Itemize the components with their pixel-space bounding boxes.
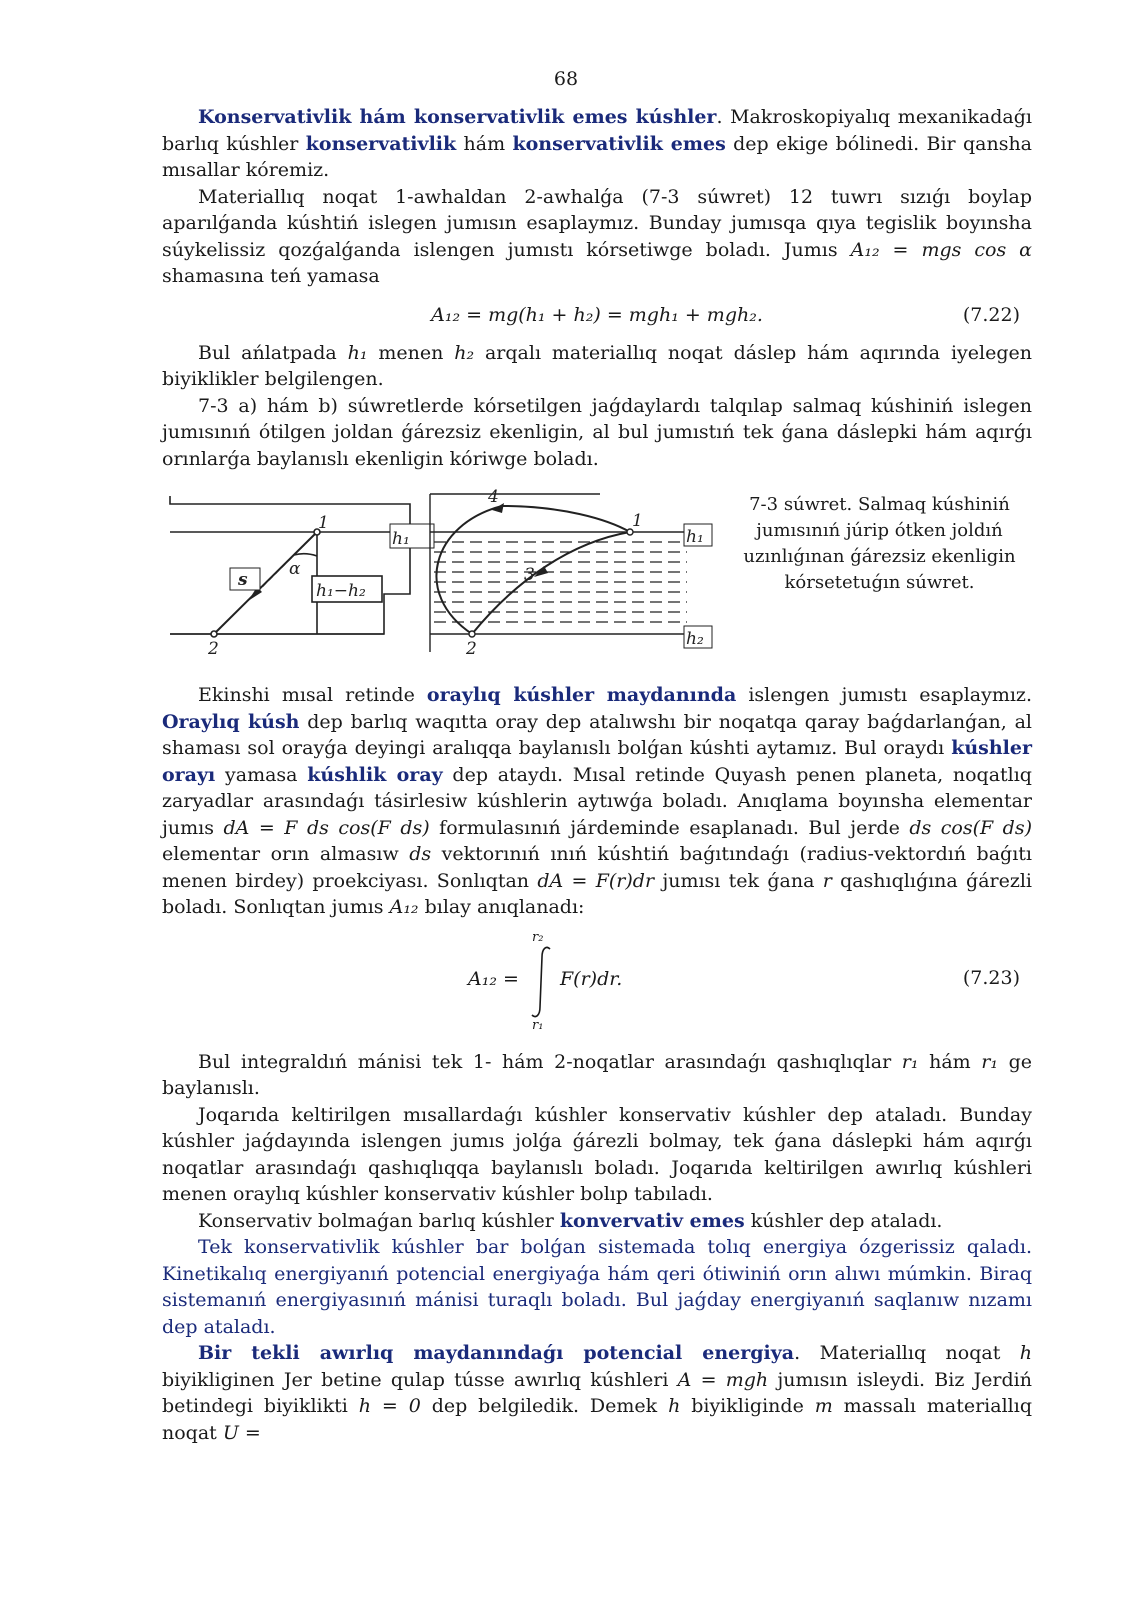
paragraph-8: Konservativ bolmaǵan barlıq kúshler konvervativ emes kúshler dep ataladı. [198, 1209, 943, 1232]
figure-panel-b [430, 494, 712, 652]
integral-upper-limit: r₂ [532, 929, 544, 945]
fig-b-label-3: 3 [524, 565, 535, 585]
section-heading: Konservativlik hám konservativlik emes kúshler [198, 106, 717, 128]
integral-formula [462, 927, 662, 1037]
equation-number: (7.23) [962, 966, 1020, 989]
equation-7-22 [162, 290, 1032, 340]
fig-a-label-1: 1 [318, 513, 329, 533]
paragraph-9-highlighted: Tek konservativlik kúshler bar bolǵan sistemada tolıq energiya ózgerissiz qaladı. Kinetikalıq energiyanıń potencial energiyaǵa hám qeri ótiwiniń orın alıwı múmkin. Biraq sistemanıń energiyasınıń mánisi turaqlı boladı. Bul jaǵday energiyanıń saqlanıw nızamı dep ataladı. [162, 1236, 1032, 1338]
paragraph-7: Joqarıda keltirilgen mısallardaǵı kúshler konservativ kúshler dep ataladı. Bunday kúshler jaǵdayında islengen jumıs jolǵa ǵárezli bolmay, tek ǵana dáslepki hám aqırǵı noqatlar arasındaǵı qashıqlıqqa baylanıslı boladı. Joqarıda keltirilgen awırlıq kúshleri menen oraylıq kúshler konservativ kúshler bolıp tabıladı. [162, 1103, 1032, 1205]
paragraph-4: 7-3 a) hám b) súwretlerde kórsetilgen jaǵdaylardı talqılap salmaq kúshiniń islegen jumısınıń ótilgen joldan ǵárezsiz ekenligin, al bul jumıstıń tek ǵana dáslepki hám aqırǵı orınlarǵa baylanıslı ekenligin kóriwge boladı. [162, 394, 1032, 470]
fig-a-label-2: 2 [208, 639, 219, 654]
integral-lhs: A₁₂ = [468, 967, 519, 990]
fig-a-label-s: s [238, 570, 248, 590]
paragraph-10: Bir tekli awırlıq maydanındaǵı potencial energiya. Materiallıq noqat h biyikliginen Jer betine qulap tússe awırlıq kúshleri A = mgh jumısın isleydi. Biz Jerdiń betindegi biyiklikti h = 0 dep belgiledik. Demek h biyikliginde m massalı materiallıq noqat U = [162, 1342, 1032, 1444]
inline-formula: A₁₂ = mgs cos α [850, 238, 1033, 261]
equation-body: A₁₂ = mg(h₁ + h₂) = mgh₁ + mgh₂. [431, 303, 763, 326]
figure-caption: 7-3 súwret. Salmaq kúshiniń jumısınıń júrip ótken joldıń uzınlıǵınan ǵárezsiz ekenligin kórsetetuǵın súwret. [743, 494, 1016, 593]
page-number: 68 [553, 68, 579, 90]
integral-sign-icon [532, 947, 550, 1016]
fig-a-label-diff: h₁−h₂ [316, 581, 366, 601]
fig-b-label-h2: h₂ [686, 629, 704, 649]
fig-b-label-2: 2 [466, 639, 477, 654]
fig-a-label-h1: h₁ [392, 529, 410, 549]
fig-a-label-alpha: α [289, 559, 301, 579]
fig-b-label-4: 4 [488, 487, 499, 507]
paragraph-5: Ekinshi mısal retinde oraylıq kúshler maydanında islengen jumıstı esaplaymız. Oraylıq kúsh dep barlıq waqıtta oray dep atalıwshı bir noqatqa qaray baǵdarlanǵan, al shaması sol orayǵa deyingi aralıqqa baylanıslı bolǵan kúshti aytamız. Bul oraydı kúshler orayı yamasa kúshlik oray dep ataydı. Mısal retinde Quyash penen planeta, noqatlıq zaryadlar arasındaǵı tásirlesiw kúshlerin aytıwǵa boladı. Anıqlama boyınsha elementar jumıs dA = F ds cos(F ds) formulasınıń járdeminde esaplanadı. Bul jerde ds cos(F ds) elementar orın almasıw ds vektorınıń ınıń kúshtiń baǵıtındaǵı (radius-vektordıń baǵıtı menen birdey) proekciyası. Sonlıqtan dA = F(r)dr jumısı tek ǵana r qashıqlıǵına ǵárezli boladı. Sonlıqtan jumıs A₁₂ bılay anıqlanadı: [162, 684, 1033, 918]
paragraph-1: Konservativlik hám konservativlik emes kúshler. Makroskopiyalıq mexanikadaǵı barlıq kúshler konservativlik hám konservativlik emes dep ekige bólinedi. Bir qansha mısallar kóremiz. [162, 106, 1033, 181]
page-body [162, 104, 1032, 1446]
fig-b-label-1: 1 [632, 511, 643, 531]
paragraph-3: Bul ańlatpada h₁ menen h₂ arqalı materiallıq noqat dáslep hám aqırında iyelegen biyiklikler belgilengen. [162, 341, 1032, 390]
figure-diagram [162, 484, 722, 654]
fig-b-label-h1: h₁ [686, 527, 704, 547]
figure-panel-a [170, 496, 434, 637]
equation-7-23 [162, 921, 1032, 1049]
paragraph-6: Bul integraldıń mánisi tek 1- hám 2-noqatlar arasındaǵı qashıqlıqlar r₁ hám r₁ ge baylanıslı. [162, 1050, 1032, 1099]
paragraph-2: Materiallıq noqat 1-awhaldan 2-awhalǵa (7-3 súwret) 12 tuwrı sızıǵı boylap aparılǵanda kúshtiń islegen jumısın esaplaymız. Bunday jumısqa qıya tegislik boyınsha súykelissiz qozǵalǵanda islengen jumıstı kórsetiwge boladı. Jumıs A₁₂ = mgs cos α shamasına teń yamasa [162, 185, 1033, 287]
section-heading-2: Bir tekli awırlıq maydanındaǵı potencial energiya [198, 1342, 795, 1364]
integral-lower-limit: r₁ [532, 1017, 544, 1033]
figure-7-3 [162, 472, 1032, 682]
equation-number: (7.22) [962, 303, 1020, 326]
integral-integrand: F(r)dr. [560, 967, 623, 990]
